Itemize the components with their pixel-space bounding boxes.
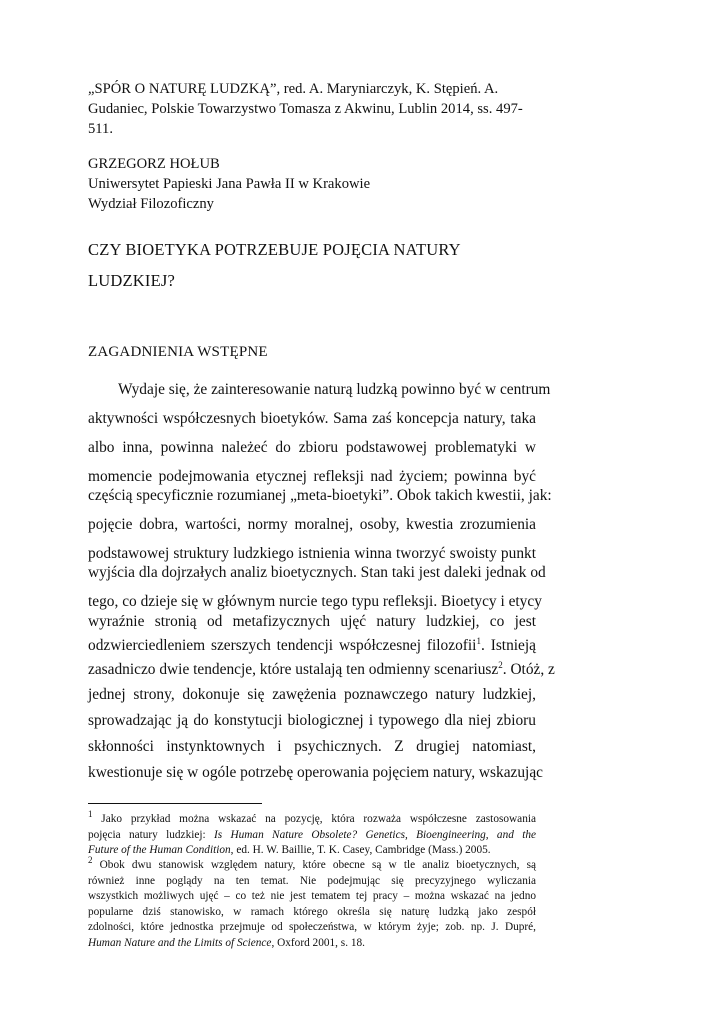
body-line: Wydaje się, że zainteresowanie naturą ludzką powinno być w centrum: [118, 381, 551, 398]
footnote-text: , Oxford 2001, s. 18.: [271, 936, 365, 949]
footnote-number-1: 1: [88, 809, 93, 820]
citation-block: [88, 79, 548, 139]
footnote-text: , ed. H. W. Baillie, T. K. Casey, Cambridge (Mass.) 2005.: [230, 844, 491, 856]
citation-line-2: Gudaniec, Polskie Towarzystwo Tomasza z Akwinu, Lublin 2014, ss. 497-: [88, 101, 523, 117]
body-text: . Istnieją: [480, 637, 536, 654]
body-line: wyraźnie stronią od metafizycznych ujęć natury ludzkiej, co jest: [88, 613, 536, 630]
footnote-line: [88, 843, 536, 859]
footnote-number-2: 2: [88, 855, 93, 866]
body-line: kwestionuje się w ogóle potrzebę operowania pojęciem natury, wskazując: [88, 764, 544, 781]
footnote-text: Jako przykład można wskazać na pozycję, która rozważa współczesne zastosowania: [92, 813, 536, 825]
body-line: pojęcie dobra, wartości, normy moralnej, osoby, kwestia zrozumienia: [88, 516, 536, 533]
footnote-line: [88, 809, 536, 828]
author-affiliation-faculty: Wydział Filozoficzny: [88, 196, 214, 212]
footnote-line: zdolności, które jednostka przejmuje od społeczeństwa, w którym żyje; zob. np. J. Dupré,: [88, 921, 536, 933]
author-block: [88, 154, 548, 214]
footnote-1: [88, 809, 536, 859]
body-line: wyjścia dla dojrzałych analiz bioetycznych. Stan taki jest daleki jednak od: [88, 564, 546, 581]
body-line: sprowadzając ją do konstytucji biologicznej i typowego dla niej zbioru: [88, 712, 536, 729]
body-line: albo inna, powinna należeć do zbioru podstawowej problematyki w: [88, 439, 536, 456]
body-line: tego, co dzieje się w głównym nurcie tego typu refleksji. Bioetycy i etycy: [88, 593, 542, 610]
citation-line-1: „SPÓR O NATURĘ LUDZKĄ”, red. A. Maryniarczyk, K. Stępień. A.: [88, 81, 499, 97]
citation-line-3: 511.: [88, 121, 113, 137]
body-line: aktywności współczesnych bioetyków. Sama zaś koncepcja natury, taka: [88, 410, 536, 427]
footnote-line: [88, 855, 536, 874]
body-line: częścią specyficznie rozumianej „meta-bioetyki”. Obok takich kwestii, jak:: [88, 487, 552, 504]
body-line-with-footnote: [88, 659, 555, 679]
footnote-ref-1[interactable]: 1: [476, 635, 481, 646]
body-line: podstawowej struktury ludzkiego istnienia winna tworzyć swoisty punkt: [88, 545, 536, 562]
body-text: . Otóż, z: [502, 661, 555, 678]
body-text: zasadniczo dwie tendencje, które ustalają ten odmienny scenariusz: [88, 661, 499, 678]
body-line: momencie podejmowania etycznej refleksji nad życiem; powinna być: [88, 468, 536, 485]
author-affiliation-university: Uniwersytet Papieski Jana Pawła II w Krakowie: [88, 176, 371, 192]
body-text: odzwierciedleniem szerszych tendencji współczesnej filozofii: [88, 637, 477, 654]
body-line: jednej strony, dokonuje się zawężenia poznawczego natury ludzkiej,: [88, 686, 536, 703]
footnote-ref-2[interactable]: 2: [498, 659, 503, 670]
footnote-line: wszystkich możliwych ujęć – co też nie jest tematem tej pracy – można wskazać na jedno: [88, 890, 536, 902]
footnote-2: [88, 855, 536, 951]
footnote-line: popularne dziś stanowisko, w ramach którego określa się naturę ludzką jako zespół: [88, 905, 536, 918]
footnote-text: Obok dwu stanowisk względem natury, które obecne są w tle analiz bioetycznych, są: [92, 859, 536, 871]
footnote-line: [88, 936, 536, 952]
footnote-book-title: Is Human Nature Obsolete? Genetics, Bioengineering, and the: [213, 828, 536, 841]
section-heading: ZAGADNIENIA WSTĘPNE: [88, 344, 268, 360]
footnote-line: również inne poglądy na ten temat. Nie podejmując się precyzyjnego wyliczania: [88, 874, 536, 887]
body-line: skłonności instynktownych i psychicznych. Z drugiej natomiast,: [88, 738, 536, 755]
footnote-text: pojęcia natury ludzkiej:: [88, 828, 214, 841]
body-line-with-footnote: [88, 637, 536, 655]
article-title-line-1: CZY BIOETYKA POTRZEBUJE POJĘCIA NATURY: [88, 240, 461, 259]
footnote-separator: [88, 803, 262, 804]
footnote-book-title: Human Nature and the Limits of Science: [88, 936, 272, 949]
author-name: GRZEGORZ HOŁUB: [88, 156, 220, 172]
article-title-line-2: LUDZKIEJ?: [88, 271, 176, 290]
footnote-book-title: Future of the Human Condition: [88, 844, 231, 856]
footnote-line: [88, 828, 536, 844]
